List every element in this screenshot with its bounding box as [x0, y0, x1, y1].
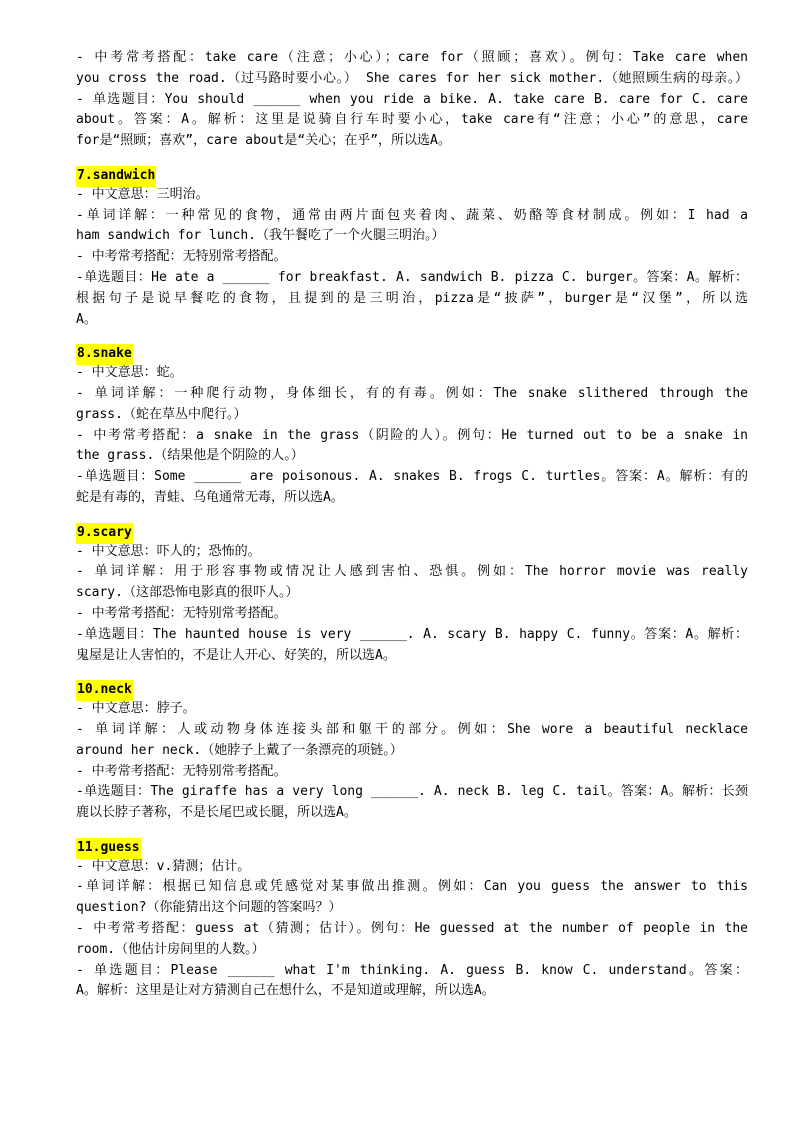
text-line: you cross the road.（过马路时要小心。） She cares for her sick mother.（她照顾生病的母亲。）	[76, 70, 748, 86]
section-title: 9.scary	[76, 523, 133, 544]
text-line: -单词详解：一种常见的食物，通常由两片面包夹着肉、蔬菜、奶酪等食材制成。例如：I had a	[76, 207, 748, 223]
text-line: about。答案：A。解析：这里是说骑自行车时要小心，take care有“注意；小心”的意思，care	[76, 112, 748, 128]
text-line: - 中文意思：脖子。	[76, 701, 196, 717]
vocab-section-neck	[76, 678, 748, 824]
text-line: - 中文意思：v.猜测；估计。	[76, 858, 251, 874]
text-line: 鬼屋是让人害怕的，不是让人开心、好笑的，所以选A。	[76, 647, 396, 663]
text-line: A。	[76, 311, 97, 327]
text-line: 根据句子是说早餐吃的食物，且提到的是三明治，pizza是“披萨”，burger是“汉堡”，所以选	[76, 290, 748, 306]
section-title: 10.neck	[76, 680, 133, 701]
vocab-section-snake	[76, 342, 748, 508]
text-line: room.（他估计房间里的人数。）	[76, 941, 265, 957]
text-line: scary.（这部恐怖电影真的很吓人。）	[76, 585, 299, 601]
text-line: - 中文意思：蛇。	[76, 365, 183, 381]
text-line: - 单词详解：人或动物身体连接头部和躯干的部分。例如：She wore a beautiful necklace	[76, 721, 748, 737]
text-line: grass.（蛇在草丛中爬行。）	[76, 406, 247, 422]
section-title: 11.guess	[76, 838, 141, 859]
text-line: 蛇是有毒的，青蛙、乌龟通常无毒，所以选A。	[76, 489, 344, 505]
text-line: -单词详解：根据已知信息或凭感觉对某事做出推测。例如：Can you guess the answer to this	[76, 879, 748, 895]
text-line: -单选题目：Some ______ are poisonous. A. snakes B. frogs C. turtles。答案：A。解析：有的	[76, 469, 748, 485]
text-line: 鹿以长脖子著称，不是长尾巴或长腿，所以选A。	[76, 805, 357, 821]
text-line: ham sandwich for lunch.（我午餐吃了一个火腿三明治。）	[76, 228, 445, 244]
text-line: - 单选题目：Please ______ what I'm thinking. A. guess B. know C. understand。答案：	[76, 962, 748, 978]
text-line: - 单词详解：一种爬行动物，身体细长，有的有毒。例如：The snake slithered through the	[76, 385, 748, 401]
text-line: -单选题目：He ate a ______ for breakfast. A. sandwich B. pizza C. burger。答案：A。解析：	[76, 269, 748, 285]
text-line: - 中考常考搭配：无特别常考搭配。	[76, 763, 287, 779]
text-line: A。解析：这里是让对方猜测自己在想什么，不是知道或理解，所以选A。	[76, 983, 495, 999]
text-line: - 中考常考搭配：guess at（猜测；估计）。例句：He guessed at the number of people in the	[76, 921, 748, 937]
text-line: around her neck.（她脖子上戴了一条漂亮的项链。）	[76, 742, 403, 758]
text-line: -单选题目：The giraffe has a very long ______. A. neck B. leg C. tail。答案：A。解析：长颈	[76, 784, 748, 800]
text-line: question?（你能猜出这个问题的答案吗？）	[76, 900, 342, 916]
text-line: - 单选题目：You should ______ when you ride a bike. A. take care B. care for C. care	[76, 91, 748, 107]
text-line: - 中文意思：吓人的；恐怖的。	[76, 543, 261, 559]
section-title: 7.sandwich	[76, 166, 156, 187]
text-line: -单选题目：The haunted house is very ______. A. scary B. happy C. funny。答案：A。解析：	[76, 626, 748, 642]
section-title: 8.snake	[76, 344, 133, 365]
intro-block	[76, 48, 748, 152]
vocab-section-guess	[76, 836, 748, 1002]
vocab-section-sandwich	[76, 164, 748, 330]
text-line: - 中考常考搭配：take care（注意；小心）；care for（照顾；喜欢）。例句：Take care when	[76, 50, 748, 65]
text-line: - 中考常考搭配：a snake in the grass（阴险的人）。例句：He turned out to be a snake in	[76, 427, 748, 443]
text-line: for是“照顾；喜欢”，care about是“关心；在乎”，所以选A。	[76, 133, 451, 149]
text-line: the grass.（结果他是个阴险的人。）	[76, 448, 304, 464]
text-line: - 中考常考搭配：无特别常考搭配。	[76, 605, 287, 621]
text-line: - 中文意思：三明治。	[76, 186, 209, 202]
document-page	[76, 48, 748, 1002]
text-line: - 中考常考搭配：无特别常考搭配。	[76, 249, 287, 265]
vocab-section-scary	[76, 521, 748, 667]
text-line: - 单词详解：用于形容事物或情况让人感到害怕、恐惧。例如：The horror movie was really	[76, 564, 748, 580]
